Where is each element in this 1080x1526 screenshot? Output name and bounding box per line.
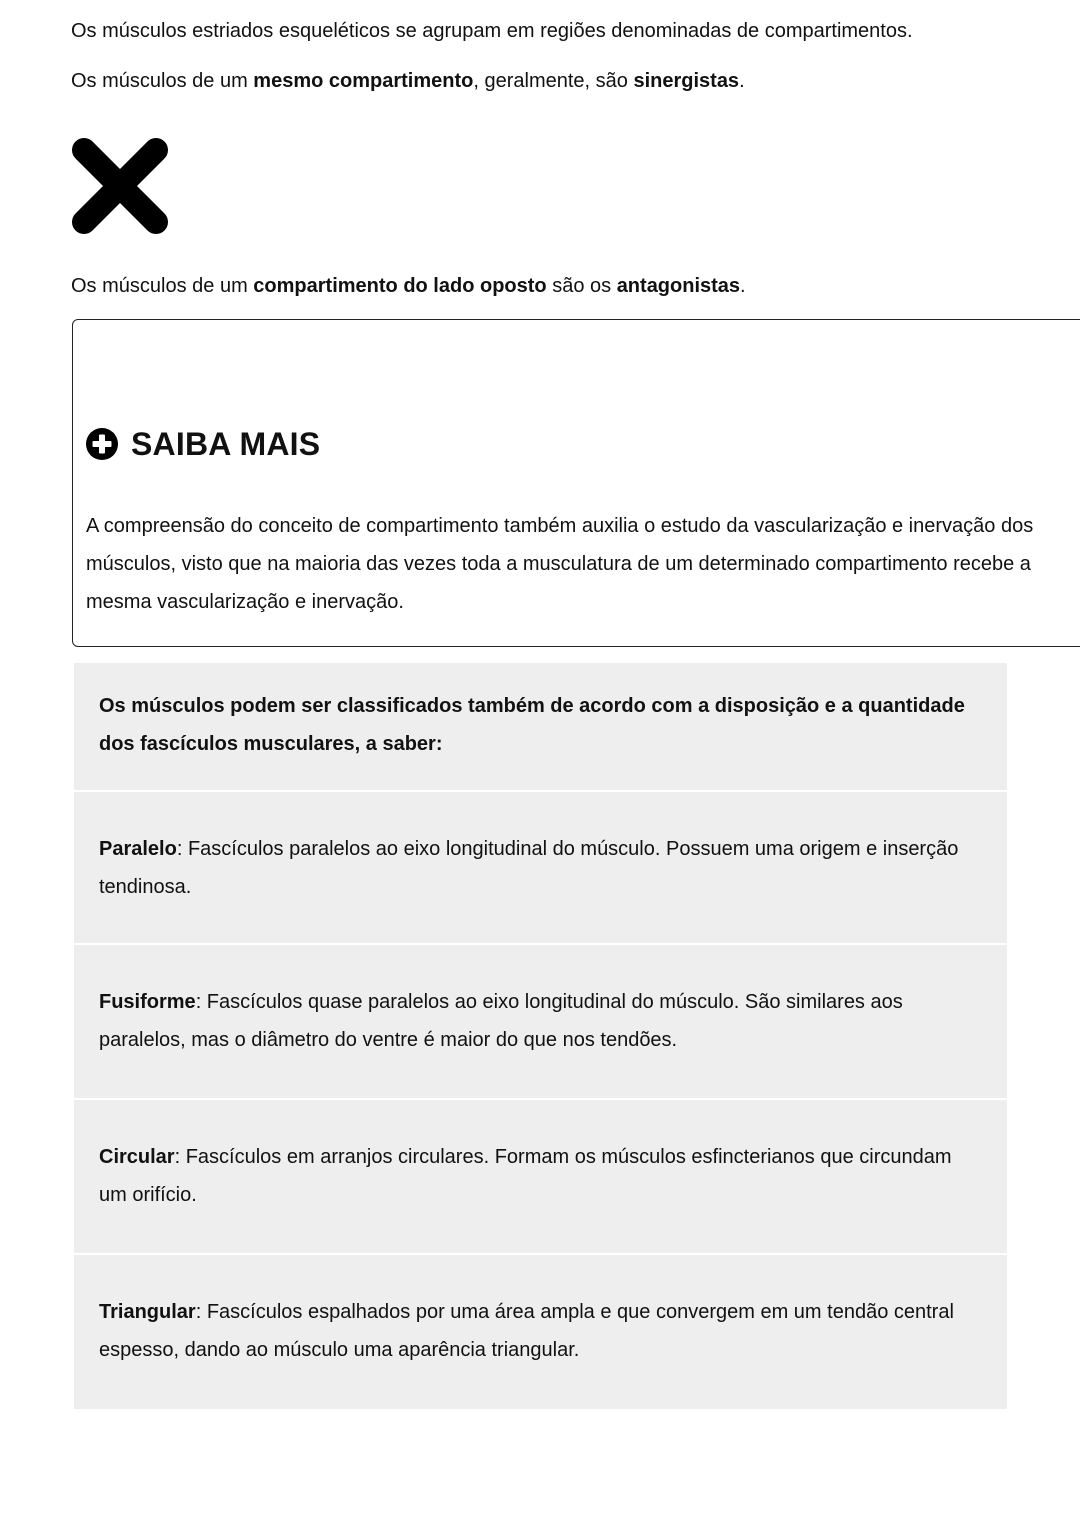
saiba-mais-box [72,319,1080,647]
row-description: : Fascículos quase paralelos ao eixo longitudinal do músculo. São similares aos paralelos, mas o diâmetro do ventre é maior do que nos tendões. [99,991,903,1051]
text-run: . [739,70,745,92]
saiba-mais-text: A compreensão do conceito de compartimento também auxilia o estudo da vascularização e inervação dos músculos, visto que na maioria das vezes toda a musculatura de um determinado compartimento recebe a mesma vascularização e inervação. [86,515,1034,613]
muscle-classification-table [74,663,1007,1409]
text-run: , geralmente, são [473,70,634,92]
row-description: : Fascículos em arranjos circulares. Formam os músculos esfincterianos que circundam um orifício. [99,1146,952,1206]
table-row-paralelo [74,792,1007,945]
table-row-fusiforme [74,945,1007,1100]
table-row-triangular [74,1255,1007,1409]
row-term: Circular [99,1146,175,1168]
row-term: Triangular [99,1301,196,1323]
row-term: Paralelo [99,838,177,860]
text-run: . [740,275,746,297]
close-x-icon [71,137,169,235]
saiba-mais-title: SAIBA MAIS [131,426,321,462]
table-header-text: Os músculos podem ser classificados também de acordo com a disposição e a quantidade dos fascículos musculares, a saber: [99,695,965,755]
intro-paragraph-synergists [71,67,745,95]
row-description: : Fascículos paralelos ao eixo longitudinal do músculo. Possuem uma origem e inserção tendinosa. [99,838,959,898]
table-row-circular [74,1100,1007,1255]
table-header-row [74,663,1007,792]
text-run: Os músculos de um [71,70,254,92]
intro-paragraph-antagonists [71,272,746,300]
bold-term-same-compartment: mesmo compartimento [253,70,474,92]
bold-term-synergists: sinergistas [633,70,740,92]
text-run: Os músculos de um [71,275,254,297]
text-run: são os [546,275,617,297]
plus-circle-icon [86,428,118,460]
row-text [99,983,977,1059]
row-description: : Fascículos espalhados por uma área ampla e que convergem em um tendão central espesso, dando ao músculo uma aparência triangular. [99,1301,954,1361]
bold-term-opposite-compartment: compartimento do lado oposto [253,275,547,297]
row-text [99,1138,977,1214]
saiba-mais-heading [86,424,320,464]
row-term: Fusiforme [99,991,196,1013]
row-text [99,1293,977,1369]
bold-term-antagonists: antagonistas [616,275,741,297]
intro-paragraph-compartments: Os músculos estriados esqueléticos se agrupam em regiões denominadas de compartimentos. [71,20,913,42]
row-text [99,830,977,906]
